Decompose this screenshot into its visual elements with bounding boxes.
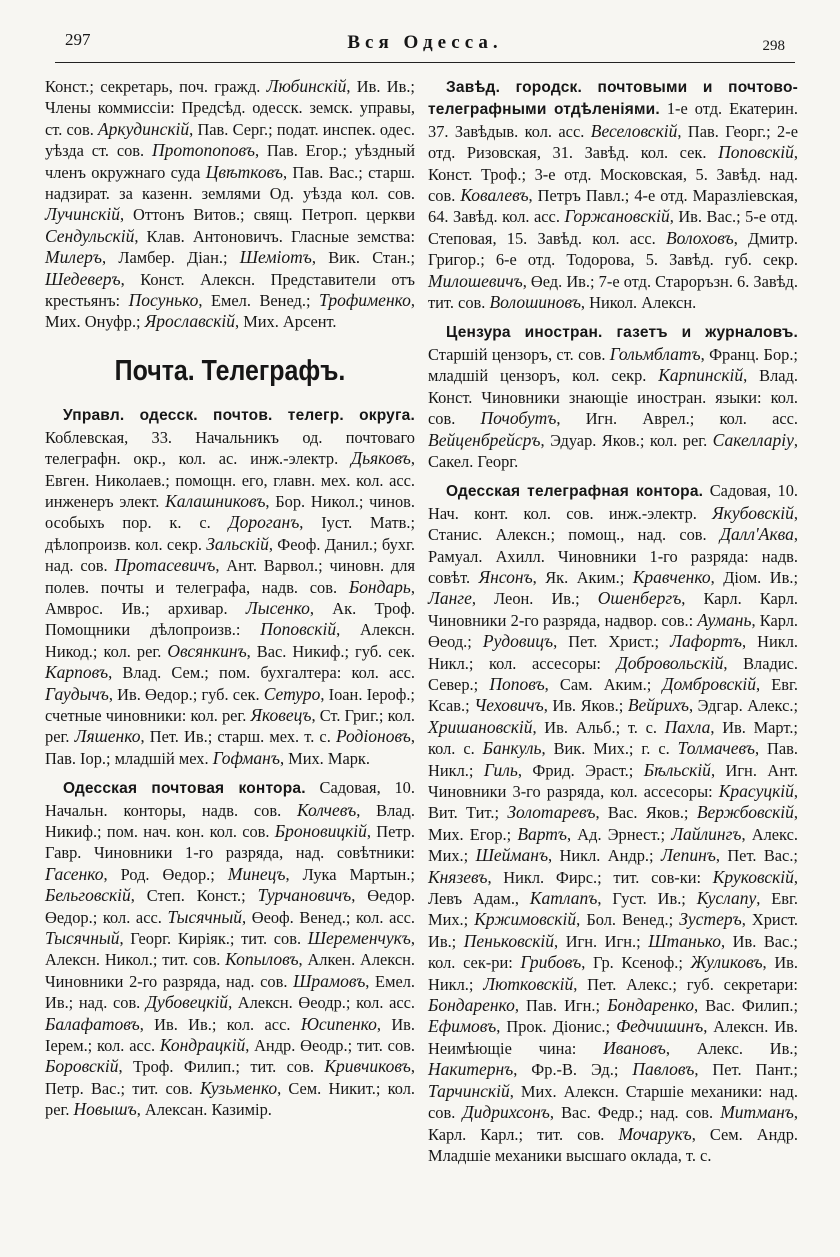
postal-office-entry: Одесская почтовая контора. Садовая, 10. Начальн. конторы, надв. сов. Колчевъ, Влад. Никиф.; пом. нач. кон. кол. сов. Броновицкій, Петр. Гавр. Чиновники 1-го разряда, над. совѣтники: Гасенко, Род. Өедор.; Минецъ, Лука Мартын.; Бельговскій, Степ. Конст.; Турчановичъ, Өедор. Өедор.; кол. асс. Тысячный, Өеоф. Венед.; кол. асс. Тысячный, Георг. Киріяк.; тит. сов. Шеременчукъ, Алексн. Никол.; тит. сов. Копыловъ, Алкен. Алексн. Чиновники 2-го разряда, над. сов. Шрамовъ, Емел. Ив.; над. сов. Дубовецкій, Алексн. Өеодр.; кол. асс. Балафатовъ, Ив. Ив.; кол. асс. Юсипенко, Ив. Іерем.; кол. асс. Кондрацкій, Андр. Өеодр.; тит. сов. Боровскій, Троф. Филип.; тит. сов. Кривчиковъ, Петр. Вас.; тит. сов. Кузьменко, Сем. Никит.; кол. рег. Новышъ, Алексан. Казимір. xyxy=(45,778,416,1120)
postal-district-entry: Управл. одесск. почтов. телегр. округа. Коблевская, 33. Начальникъ од. почтоваго телеграфн. окр., кол. ас. инж.-электр. Дьяковъ, Евген. Николаев.; помощн. его, главн. мех. кол. асс. инженеръ элект. Калашниковъ, Бор. Никол.; чинов. особыхъ пор. к. с. Дороганъ, Іуст. Матв.; дѣлопроизв. кол. секр. Зальскій, Феоф. Данил.; бухг. над. сов. Протасевичъ, Ант. Варвол.; чиновн. для полев. почты и телеграфа, надв. сов. Бондарь, Амврос. Ив.; архивар. Лысенко, Ак. Троф. Помощники дѣлопроизв.: Поповскій, Алексн. Никод.; кол. рег. Овсянкинъ, Вас. Никиф.; губ. сек. Карповъ, Влад. Сем.; пом. бухгалтера: кол. асс. Гаудычъ, Ив. Өедор.; губ. сек. Сетуро, Іоан. Іероф.; счетные чиновники: кол. рег. Яковецъ, Ст. Григ.; кол. рег. Ляшенко, Пет. Ив.; старш. мех. т. с. Родіоновъ, Пав. Іор.; младшій мех. Гофманъ, Мих. Марк. xyxy=(45,407,416,768)
censorship-entry: Цензура иностран. газетъ и журналовъ. Старшій цензоръ, ст. сов. Гольмблатъ, Франц. Бор.; младшій цензоръ, кол. секр. Карпинскій, Влад. Конст. Чиновники знающіе иностран. языки: кол. сов. Почобутъ, Игн. Аврел.; кол. асс. Вейценбрейсръ, Эдуар. Яков.; кол. рег. Сакелларіу, Сакел. Георг. xyxy=(428,324,798,471)
telegraph-office-entry: Одесская телеграфная контора. Садовая, 10. Нач. конт. кол. сов. инж.-электр. Якубовскій, Станис. Алексн.; помощ., над. сов. Далл'Аква, Рамуал. Ахилл. Чиновники 1-го разряда: надв. совѣт. Янсонъ, Як. Аким.; Кравченко, Діом. Ив.; Ланге, Леон. Ив.; Ошенбергъ, Карл. Карл. Чиновники 2-го разряда, надвор. сов.: Аумань, Карл. Өеод.; Рудовицъ, Пет. Христ.; Лафортъ, Никл. Никл.; кол. ассесоры: Добровольскій, Владис. Север.; Поповъ, Сам. Аким.; Домбровскій, Евг. Ксав.; Чеховичъ, Ив. Яков.; Вейрихъ, Эдгар. Алекс.; Хришановскій, Ив. Альб.; т. с. Пахла, Ив. Март.; кол. с. Банкуль, Вик. Мих.; г. с. Толмачевъ, Пав. Никл.; Гиль, Фрид. Эраст.; Бѣльскій, Игн. Ант. Чиновники 3-го разряда, кол. ассесоры: Красуцкій, Вит. Тит.; Золотаревъ, Вас. Яков.; Вержбовскій, Мих. Егор.; Вартъ, Ад. Эрнест.; Лайлингъ, Алекс. Мих.; Шейманъ, Никл. Андр.; Лепинъ, Пет. Вас.; Князевъ, Никл. Фирс.; тит. сов-ки: Круковскій, Левъ Адам., Катлапъ, Густ. Ив.; Куслапу, Евг. Мих.; Кржимовскій, Бол. Венед.; Зустеръ, Христ. Ив.; Пеньковскій, Игн. Игн.; Штанько, Ив. Вас.; кол. сек-ри: Грибовъ, Гр. Ксеноф.; Жуликовъ, Ив. Никл.; Лютковскій, Пет. Алекс.; губ. секретари: Бондаренко, Пав. Игн.; Бондаренко, Вас. Филип.; Ефимовъ, Прок. Діонис.; Федчишинъ, Алексн. Ив. Неимѣющіе чина: Ивановъ, Алекс. Ив.; Накитернъ, Фр.-В. Эд.; Павловъ, Пет. Пант.; Тарчинскій, Мих. Алексн. Старшіе механики: над. сов. Дидрихсонъ, Вас. Федр.; над. сов. Митманъ, Карл. Карл.; тит. сов. Мочарукъ, Сем. Андр. Младшіе механики высшаго оклада, т. с. xyxy=(428,481,799,1165)
left-column xyxy=(45,76,415,1121)
running-header xyxy=(55,22,795,63)
page-number-right: 298 xyxy=(762,38,785,54)
running-title: Вся Одесса. xyxy=(347,32,503,53)
section-title: Почта. Телеграфъ. xyxy=(114,354,346,387)
commission-paragraph: Конст.; секретарь, поч. гражд. Любинскій, Ив. Ив.; Члены коммиссіи: Предсѣд. одесск. земск. управы, ст. сов. Аркудинскій, Пав. Серг.; подат. инспек. одес. уѣзда ст. сов. Протопоповъ, Пав. Егор.; уѣздный членъ окружнаго суда Цвѣтковъ, Пав. Вас.; старш. надзират. за казенн. землями Од. уѣзда кол. сов. Лучинскій, Оттонъ Витов.; свящ. Петроп. церкви Сендульскій, Клав. Антоновичъ. Гласные земства: Милеръ, Ламбер. Діан.; Шеміотъ, Вик. Стан.; Шедеверъ, Конст. Алексн. Представители отъ крестьянъ: Посунько, Емел. Венед.; Трофименко, Мих. Онуфр.; Ярославскій, Мих. Арсент. xyxy=(45,76,415,332)
page-number-left: 297 xyxy=(65,30,91,49)
branch-offices-entry: Завѣд. городск. почтовыми и почтово-телеграфными отдѣленіями. 1-е отд. Екатерин. 37. Завѣдыв. кол. асс. Веселовскій, Пав. Георг.; 2-е отд. Ризовская, 31. Завѣд. кол. сек. Поповскій, Конст. Троф.; 3-е отд. Московская, 5. Завѣд. над. сов. Ковалевъ, Петръ Павл.; 4-е отд. Маразліевская, 64. Завѣд. кол. асс. Горжановскій, Ив. Вас.; 5-е отд. Степовая, 15. Завѣд. кол. асс. Волоховъ, Дмитр. Григор.; 6-е отд. Тодорова, 5. Завѣд. губ. секр. Милошевичъ, Өед. Ив.; 7-е отд. Староръзн. 6. Завѣд. тит. сов. Волошиновъ, Никол. Алексн. xyxy=(428,79,798,313)
right-column xyxy=(428,76,798,1166)
